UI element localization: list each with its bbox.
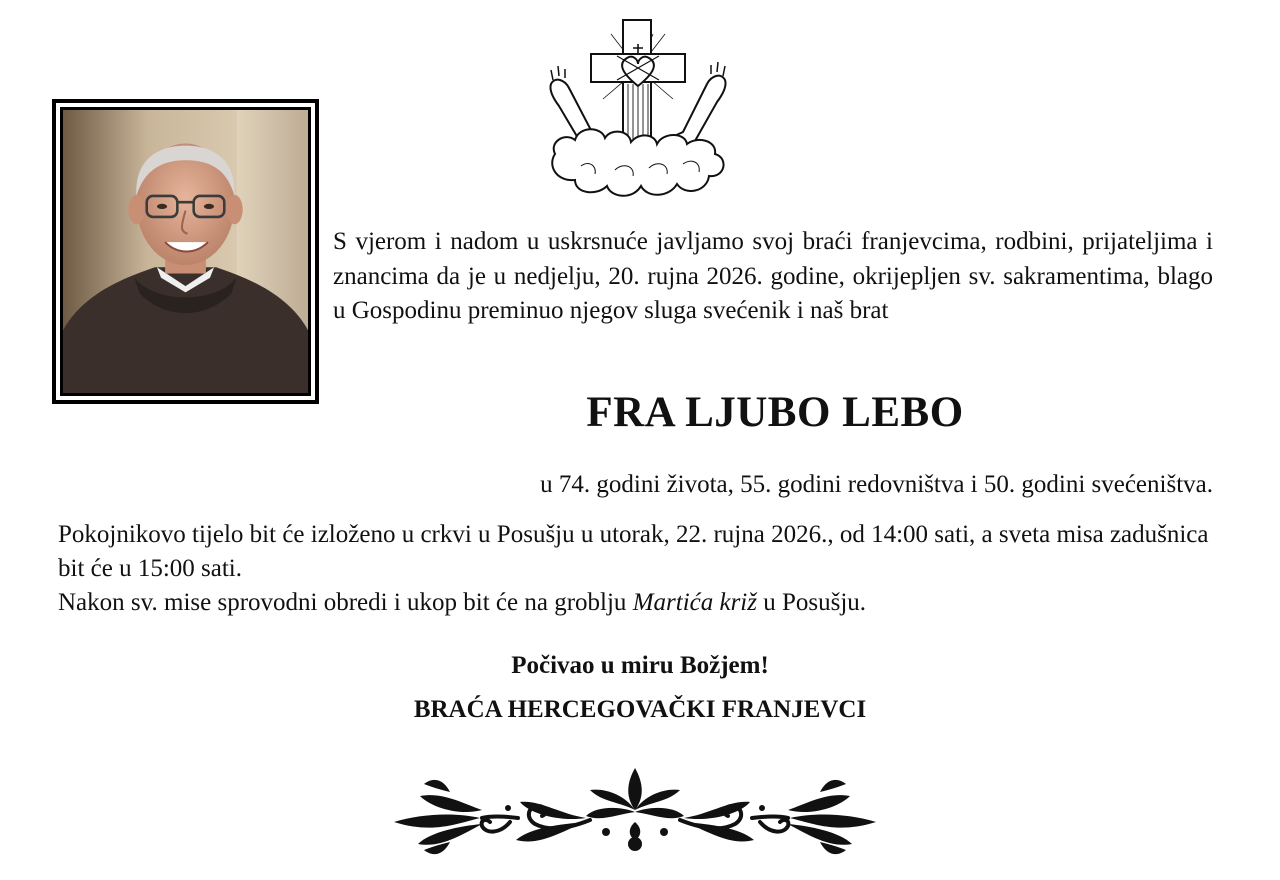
franciscan-emblem-icon (545, 14, 731, 204)
portrait-inner-border (60, 107, 311, 396)
floral-divider-icon (390, 762, 880, 866)
deceased-name: FRA LJUBO LEBO (586, 389, 964, 436)
burial-place: Martića križ (632, 589, 757, 616)
age-line: u 74. godini života, 55. godini redovništva i 50. godini svećeništva. (540, 471, 1213, 498)
intro-text: S vjerom i nadom u uskrsnuće javljamo svoj braći franjevcima, rodbini, prijateljima i znancima da je u nedjelju, 20. rujna 2026. godine, okrijepljen sv. sakramentima, blago u Gospodinu preminuo njegov sluga svećenik i naš brat (333, 228, 1213, 324)
portrait-matte (56, 103, 315, 400)
funeral-details (58, 518, 1214, 620)
portrait-photo (63, 110, 308, 393)
viewing-line: Pokojnikovo tijelo bit će izloženo u crkvi u Posušju u utorak, 22. rujna 2026., od 14:00 sati, a sveta misa zadušnica bit će u 15:00 sati. (58, 521, 1209, 582)
burial-suffix: u Posušju. (756, 589, 867, 616)
burial-line (58, 586, 1214, 620)
signature: BRAĆA HERCEGOVAČKI FRANJEVCI (413, 696, 867, 723)
portrait-frame (52, 99, 319, 404)
burial-prefix: Nakon sv. mise sprovodni obredi i ukop bit će na groblju (58, 589, 633, 616)
closing-phrase: Počivao u miru Božjem! (511, 652, 769, 679)
